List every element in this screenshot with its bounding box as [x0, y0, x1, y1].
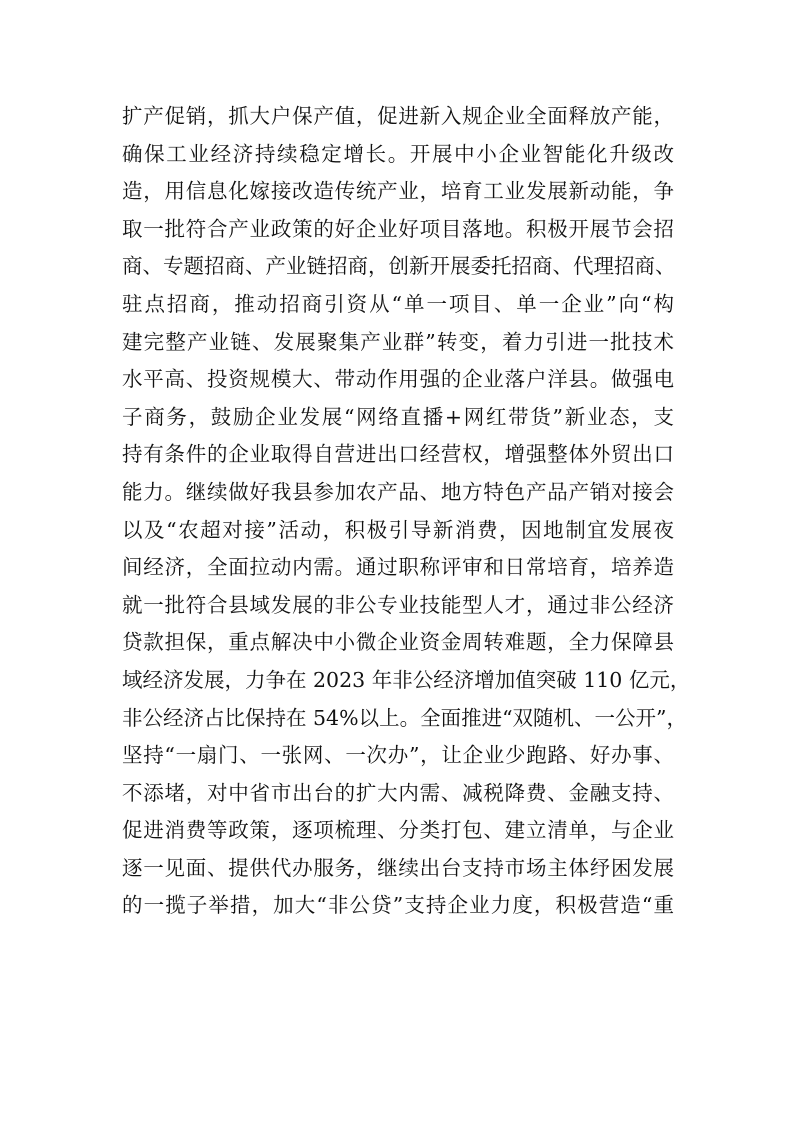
text-line: 就一批符合县域发展的非公专业技能型人才，通过非公经济 — [122, 592, 674, 617]
text-line: 子商务，鼓励企业发展“网络直播+网红带货”新业态，支 — [122, 404, 674, 429]
body-text — [122, 98, 691, 925]
text-line: 域经济发展，力争在 2023 年非公经济增加值突破 110 亿元， — [122, 667, 691, 692]
text-line: 水平高、投资规模大、带动作用强的企业落户洋县。做强电 — [122, 367, 674, 392]
text-line: 以及“农超对接”活动，积极引导新消费，因地制宜发展夜 — [122, 517, 674, 542]
text-line: 商、专题招商、产业链招商，创新开展委托招商、代理招商、 — [122, 254, 676, 279]
text-line: 建完整产业链、发展聚集产业群”转变，着力引进一批技术 — [122, 329, 674, 354]
text-line: 贷款担保，重点解决中小微企业资金周转难题，全力保障县 — [122, 630, 674, 655]
text-line: 不添堵，对中省市出台的扩大内需、减税降费、金融支持、 — [122, 780, 674, 805]
text-line: 持有条件的企业取得自营进出口经营权，增强整体外贸出口 — [122, 442, 674, 467]
text-line: 间经济，全面拉动内需。通过职称评审和日常培育，培养造 — [122, 555, 674, 580]
text-line: 造，用信息化嫁接改造传统产业，培育工业发展新动能，争 — [122, 179, 674, 204]
text-line: 坚持“一扇门、一张网、一次办”，让企业少跑路、好办事、 — [122, 743, 674, 768]
text-line: 能力。继续做好我县参加农产品、地方特色产品产销对接会 — [122, 479, 674, 504]
text-line: 的一揽子举措，加大“非公贷”支持企业力度，积极营造“重 — [122, 893, 674, 918]
text-line: 取一批符合产业政策的好企业好项目落地。积极开展节会招 — [122, 216, 674, 241]
text-line: 确保工业经济持续稳定增长。开展中小企业智能化升级改 — [122, 141, 674, 166]
text-line: 非公经济占比保持在 54%以上。全面推进“双随机、一公开”， — [122, 705, 688, 730]
text-line: 扩产促销，抓大户保产值，促进新入规企业全面释放产能， — [122, 104, 674, 128]
text-line: 促进消费等政策，逐项梳理、分类打包、建立清单，与企业 — [122, 818, 674, 843]
text-line: 驻点招商，推动招商引资从“单一项目、单一企业”向“构 — [122, 291, 674, 316]
text-line: 逐一见面、提供代办服务，继续出台支持市场主体纾困发展 — [122, 855, 674, 880]
